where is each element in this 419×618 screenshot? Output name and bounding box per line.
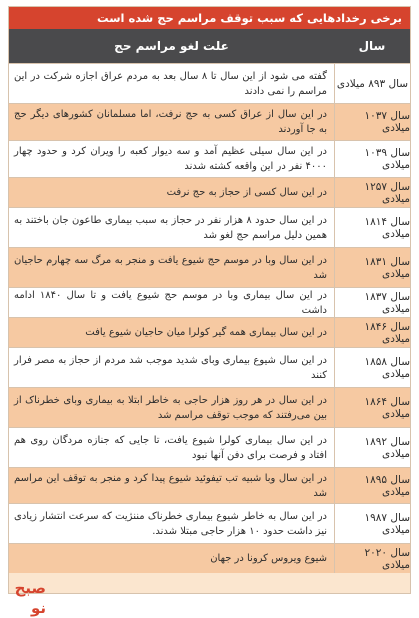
year-cell: سال ۱۸۴۶ میلادی [334,318,410,347]
reason-cell: در این سال به خاطر شیوع بیماری خطرناک مننژیت که سرعت انتشار زیادی نیز داشت حدود ۱۰ هزار حاجی مبتلا شدند. [9,504,334,543]
table-row [9,387,410,427]
year-cell: سال ۱۹۸۷ میلادی [334,504,410,543]
reason-cell: در این سال سیلی عظیم آمد و سه دیوار کعبه را ویران کرد و حدود چهار ۴۰۰۰ نفر در این واقعه کشته شدند [9,141,334,177]
reason-cell: در این سال حدود ۸ هزار نفر در حجاز به سبب بیماری طاعون جان باختند به همین دلیل مراسم حج لغو شد [9,208,334,247]
table-row [9,467,410,503]
year-cell: سال ۱۸۵۸ میلادی [334,348,410,387]
reason-cell: در این سال بیماری همه گیر کولرا میان حاجیان شیوع یافت [9,318,334,347]
year-cell: سال ۱۸۳۷ میلادی [334,288,410,317]
reason-cell: شیوع ویروس کرونا در جهان [9,544,334,573]
table-row [9,347,410,387]
table-row [9,543,410,573]
year-cell: سال ۸۹۳ میلادی [334,64,410,103]
table-row [9,287,410,317]
reason-cell: در این سال وبا در موسم حج شیوع یافت و منجر به مرگ سه چهارم حاجیان شد [9,248,334,287]
year-cell: سال ۱۲۵۷ میلادی [334,178,410,207]
reason-cell: در این سال بیماری وبا در موسم حج شیوع یافت و تا سال ۱۸۴۰ ادامه داشت [9,288,334,317]
table-row [9,317,410,347]
table-row [9,140,410,177]
year-cell: سال ۲۰۲۰ میلادی [334,544,410,573]
reason-cell: گفته می شود از این سال تا ۸ سال بعد به مردم عراق اجازه شرکت در این مراسم را نمی دادند [9,64,334,103]
year-cell: سال ۱۸۹۲ میلادی [334,428,410,467]
year-cell: سال ۱۸۱۴ میلادی [334,208,410,247]
table-row [9,207,410,247]
table-row [9,103,410,140]
table-row [9,503,410,543]
table-row [9,177,410,207]
reason-cell: در این سال در هر روز هزار حاجی به خاطر ابتلا به بیماری وبای خطرناک از بین می‌رفتند که موجب توقف مراسم شد [9,388,334,427]
year-cell: سال ۱۸۶۴ میلادی [334,388,410,427]
table-frame [8,6,411,594]
reason-cell: در این سال شیوع بیماری وبای شدید موجب شد مردم از حجاز به مصر فرار کنند [9,348,334,387]
table-body [9,63,410,573]
table-row [9,63,410,103]
year-cell: سال ۱۸۹۵ میلادی [334,468,410,503]
header-reason: علت لغو مراسم حج [9,29,334,63]
year-cell: سال ۱۸۳۱ میلادی [334,248,410,287]
table-row [9,247,410,287]
year-cell: سال ۱۰۳۷ میلادی [334,104,410,140]
newspaper-logo: صبح [2,578,46,598]
table-header [9,29,410,63]
header-year: سال [334,29,410,63]
table-title: برخی رخدادهایی که سبب توقف مراسم حج شده است [9,7,410,29]
reason-cell: در این سال بیماری کولرا شیوع یافت، تا جایی که جنازه مردگان روی هم افتاد و فرصت برای دفن آنها نبود [9,428,334,467]
reason-cell: در این سال از عراق کسی به حج نرفت، اما مسلمانان کشورهای دیگر حج به جا آوردند [9,104,334,140]
reason-cell: در این سال وبا شبیه تب تیفوئید شیوع پیدا کرد و منجر به توقف این مراسم شد [9,468,334,503]
year-cell: سال ۱۰۳۹ میلادی [334,141,410,177]
reason-cell: در این سال کسی از حجاز به حج نرفت [9,178,334,207]
table-row [9,427,410,467]
